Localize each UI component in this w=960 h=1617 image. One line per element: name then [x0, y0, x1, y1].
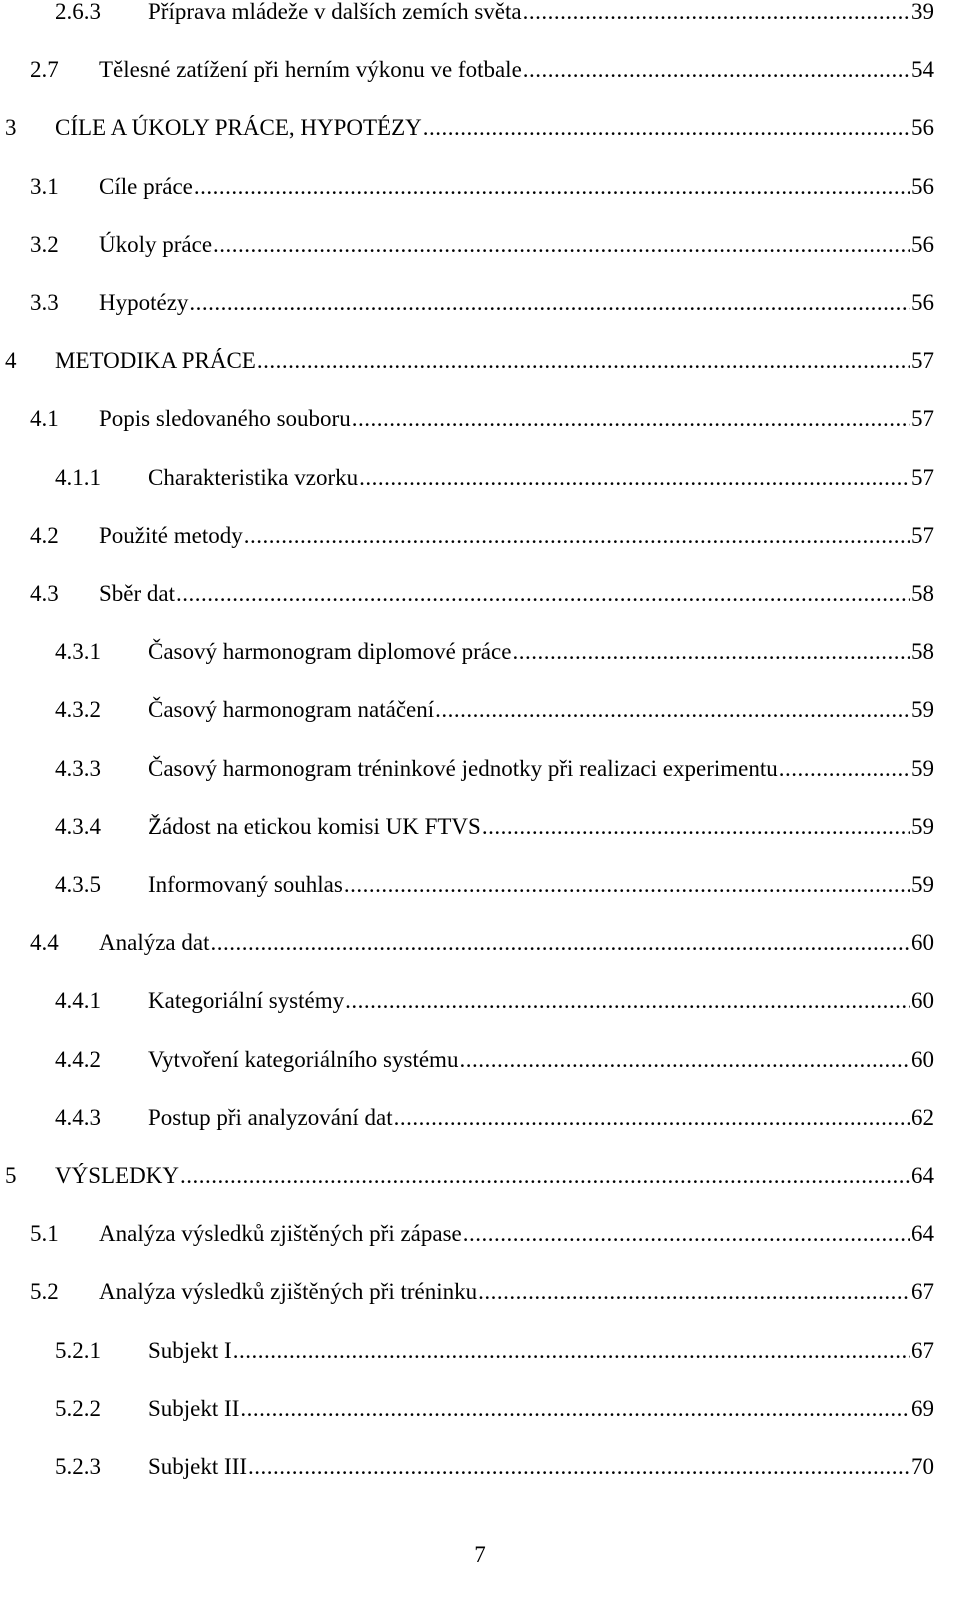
toc-entry-number: 4.1 [30, 406, 59, 432]
toc-dot-leader [240, 1389, 910, 1429]
toc-entry-page: 59 [911, 813, 934, 839]
toc-entry[interactable] [0, 1214, 934, 1254]
toc-entry-page: 60 [911, 988, 934, 1014]
toc-entry[interactable] [0, 108, 934, 148]
toc-entry-page: 57 [911, 348, 934, 374]
toc-entry-title: Příprava mládeže v dalších zemích světa [148, 0, 522, 24]
toc-entry-page: 56 [911, 290, 934, 315]
toc-entry-number: 4.4.3 [55, 1104, 101, 1130]
toc-entry[interactable] [0, 807, 934, 847]
toc-dot-leader [463, 1214, 910, 1254]
toc-entry[interactable] [0, 225, 934, 265]
toc-entry-number: 2.7 [30, 57, 59, 83]
toc-entry-number: 5.2.3 [55, 1454, 101, 1479]
toc-entry[interactable] [0, 749, 934, 789]
toc-entry-page: 56 [911, 173, 934, 199]
toc-entry-title: Časový harmonogram tréninkové jednotky při realizaci experimentu [148, 755, 778, 781]
toc-entry-page: 58 [911, 581, 934, 606]
toc-entry-number: 3.2 [30, 231, 59, 257]
toc-entry-number: 3 [5, 115, 17, 141]
toc-entry-number: 2.6.3 [55, 0, 101, 24]
toc-dot-leader [394, 1098, 910, 1138]
toc-entry-number: 4.2 [30, 522, 59, 548]
toc-entry-number: 4.4 [30, 930, 59, 956]
toc-entry-title: Hypotézy [99, 290, 189, 315]
toc-entry-title: Sběr dat [99, 581, 176, 606]
toc-entry-number: 4.4.2 [55, 1046, 101, 1072]
toc-entry-number: 4.3.4 [55, 813, 101, 839]
toc-dot-leader [359, 458, 910, 498]
toc-entry-page: 69 [911, 1395, 934, 1421]
toc-dot-leader [244, 516, 910, 556]
toc-entry-number: 5.2 [30, 1279, 59, 1305]
toc-entry[interactable] [0, 1272, 934, 1312]
toc-entry-number: 5.2.1 [55, 1337, 101, 1363]
toc-entry-page: 67 [911, 1337, 934, 1363]
toc-entry-page: 57 [911, 464, 934, 490]
toc-entry-page: 56 [911, 115, 934, 141]
toc-entry-number: 4.3.2 [55, 697, 101, 723]
page-number: 7 [474, 1542, 486, 1567]
toc-entry-page: 57 [911, 406, 934, 432]
toc-dot-leader [345, 981, 910, 1021]
toc-entry[interactable] [0, 981, 934, 1021]
toc-entry-title: METODIKA PRÁCE [55, 348, 256, 374]
toc-dot-leader [459, 1040, 910, 1080]
toc-entry[interactable] [0, 50, 934, 90]
toc-entry-number: 4.1.1 [55, 464, 101, 490]
toc-entry[interactable] [0, 341, 934, 381]
toc-entry-page: 57 [911, 522, 934, 548]
toc-entry-number: 5.1 [30, 1221, 59, 1247]
toc-entry[interactable] [0, 399, 934, 439]
toc-entry[interactable] [0, 1098, 934, 1138]
toc-entry-title: Postup při analyzování dat [148, 1104, 393, 1130]
toc-entry-number: 3.3 [30, 290, 59, 315]
toc-entry-page: 59 [911, 697, 934, 723]
toc-entry-page: 59 [911, 872, 934, 897]
toc-entry-title: Vytvoření kategoriálního systému [148, 1046, 459, 1072]
toc-entry-title: Časový harmonogram diplomové práce [148, 639, 512, 665]
toc-entry[interactable] [0, 1040, 934, 1080]
toc-entry[interactable] [0, 0, 934, 32]
toc-entry-page: 59 [911, 755, 934, 781]
toc-dot-leader [248, 1447, 910, 1487]
toc-dot-leader [189, 283, 910, 323]
toc-entry-title: Tělesné zatížení při herním výkonu ve fotbale [99, 57, 522, 83]
toc-entry-title: Analýza výsledků zjištěných při zápase [99, 1221, 462, 1247]
toc-dot-leader [512, 632, 910, 672]
toc-entry[interactable] [0, 516, 934, 556]
toc-entry-title: Subjekt II [148, 1395, 240, 1421]
toc-entry-page: 56 [911, 231, 934, 257]
toc-entry[interactable] [0, 923, 934, 963]
toc-entry[interactable] [0, 690, 934, 730]
toc-entry-page: 70 [911, 1454, 934, 1479]
toc-entry-title: Úkoly práce [99, 231, 213, 257]
toc-entry-number: 4 [5, 348, 17, 374]
toc-entry-number: 5 [5, 1163, 17, 1188]
toc-entry-title: Analýza dat [99, 930, 210, 956]
toc-dot-leader [176, 574, 910, 614]
toc-entry-page: 67 [911, 1279, 934, 1305]
toc-entry-title: Cíle práce [99, 173, 193, 199]
toc-entry-title: Informovaný souhlas [148, 872, 343, 897]
toc-entry[interactable] [0, 574, 934, 614]
toc-entry-title: Žádost na etickou komisi UK FTVS [148, 813, 481, 839]
toc-entry[interactable] [0, 458, 934, 498]
toc-dot-leader [344, 865, 910, 905]
toc-dot-leader [435, 690, 910, 730]
toc-entry-page: 60 [911, 1046, 934, 1072]
toc-dot-leader [478, 1272, 910, 1312]
toc-entry-page: 58 [911, 639, 934, 665]
toc-entry-page: 64 [911, 1221, 934, 1247]
toc-entry-number: 3.1 [30, 173, 59, 199]
toc-dot-leader [352, 399, 910, 439]
toc-entry[interactable] [0, 1331, 934, 1371]
toc-entry[interactable] [0, 1447, 934, 1487]
toc-entry-number: 5.2.2 [55, 1395, 101, 1421]
toc-entry-number: 4.4.1 [55, 988, 101, 1014]
toc-entry-number: 4.3.1 [55, 639, 101, 665]
toc-dot-leader [779, 749, 910, 789]
toc-entry[interactable] [0, 1156, 934, 1196]
toc-entry[interactable] [0, 167, 934, 207]
toc-entry-title: Analýza výsledků zjištěných při tréninku [99, 1279, 478, 1305]
toc-dot-leader [210, 923, 910, 963]
toc-entry-number: 4.3.5 [55, 872, 101, 897]
toc-entry-page: 62 [911, 1104, 934, 1130]
toc-dot-leader [523, 50, 910, 90]
toc-entry-title: Subjekt III [148, 1454, 248, 1479]
toc-entry-page: 54 [911, 57, 934, 83]
toc-entry-title: Popis sledovaného souboru [99, 406, 351, 432]
toc-dot-leader [257, 341, 910, 381]
toc-entry-page: 64 [911, 1163, 934, 1188]
toc-entry[interactable] [0, 865, 934, 905]
toc-entry-title: Časový harmonogram natáčení [148, 697, 435, 723]
toc-entry-title: Kategoriální systémy [148, 988, 345, 1014]
toc-dot-leader [213, 225, 910, 265]
toc-entry-title: VÝSLEDKY [55, 1163, 179, 1188]
toc-entry-page: 60 [911, 930, 934, 956]
toc-entry[interactable] [0, 632, 934, 672]
toc-entry-number: 4.3.3 [55, 755, 101, 781]
toc-entry-title: Použité metody [99, 522, 243, 548]
toc-dot-leader [423, 108, 910, 148]
toc-dot-leader [523, 0, 910, 32]
toc-entry-page: 39 [911, 0, 934, 24]
toc-dot-leader [180, 1156, 910, 1196]
toc-entry[interactable] [0, 283, 934, 323]
toc-entry-number: 4.3 [30, 581, 59, 606]
toc-dot-leader [233, 1331, 910, 1371]
toc-entry-title: CÍLE A ÚKOLY PRÁCE, HYPOTÉZY [55, 115, 422, 141]
toc-dot-leader [194, 167, 910, 207]
toc-entry[interactable] [0, 1389, 934, 1429]
toc-entry-title: Subjekt I [148, 1337, 232, 1363]
toc-dot-leader [482, 807, 910, 847]
toc-entry-title: Charakteristika vzorku [148, 464, 359, 490]
